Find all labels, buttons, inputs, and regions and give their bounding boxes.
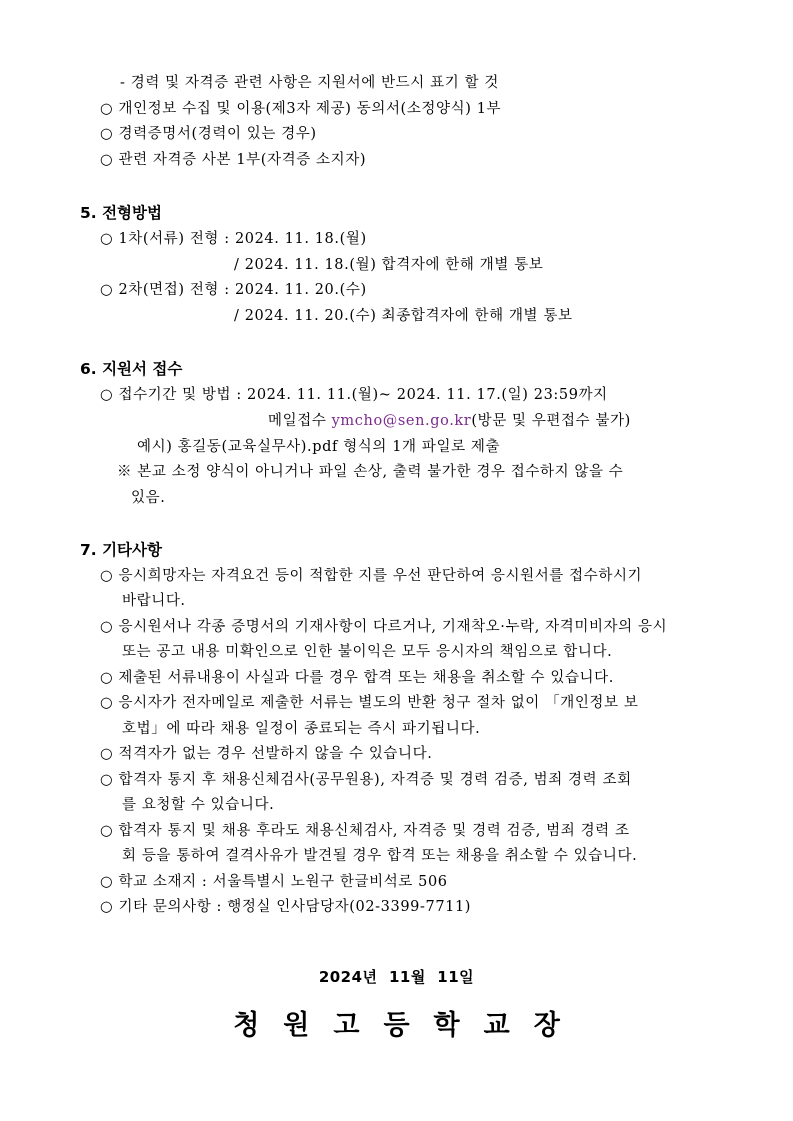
notice-line: ○ 합격자 통지 및 채용 후라도 채용신체검사, 자격증 및 경력 검증, 범죄 경력 조 xyxy=(100,823,630,839)
application-period: ○ 접수기간 및 방법 : 2024. 11. 11.(월)~ 2024. 11. 17.(일) 23:59까지 xyxy=(100,387,608,403)
application-email-line xyxy=(268,411,631,431)
notice-line: ○ 응시자가 전자메일로 제출한 서류는 별도의 반환 청구 절차 없이 「개인정보 보 xyxy=(100,695,639,711)
contact-info: ○ 기타 문의사항 : 행정실 인사담당자(02-3399-7711) xyxy=(100,899,472,915)
screening-stage1: ○ 1차(서류) 전형 : 2024. 11. 18.(월) xyxy=(100,231,367,247)
screening-stage1-notice: / 2024. 11. 18.(월) 합격자에 한해 개별 통보 xyxy=(234,257,544,273)
notice-line: ○ 합격자 통지 후 채용신체검사(공무원용), 자격증 및 경력 검증, 범죄 경력 조회 xyxy=(100,772,632,788)
notice-line: ○ 응시희망자는 자격요건 등이 적합한 지를 우선 판단하여 응시원서를 접수하시기 xyxy=(100,568,643,584)
notice-line: ○ 적격자가 없는 경우 선발하지 않을 수 있습니다. xyxy=(100,746,433,762)
notice-line: 회 등을 통하여 결격사유가 발견될 경우 합격 또는 채용을 취소할 수 있습니다. xyxy=(122,848,638,864)
intro-item: ○ 경력증명서(경력이 있는 경우) xyxy=(100,126,317,142)
principal-signature: 청원고등학교장 xyxy=(233,1010,584,1041)
notice-line: 또는 공고 내용 미확인으로 인한 불이익은 모두 응시자의 책임으로 합니다. xyxy=(122,644,613,660)
intro-item: ○ 관련 자격증 사본 1부(자격증 소지자) xyxy=(100,152,367,168)
filename-example: 예시) 홍길동(교육실무사).pdf 형식의 1개 파일로 제출 xyxy=(137,439,501,455)
notice-line: 호법」에 따라 채용 일정이 종료되는 즉시 파기됩니다. xyxy=(122,721,481,737)
intro-item: ○ 개인정보 수집 및 이용(제3자 제공) 동의서(소정양식) 1부 xyxy=(100,101,502,117)
notice-line: ○ 제출된 서류내용이 사실과 다를 경우 합격 또는 채용을 취소할 수 있습니다. xyxy=(100,670,614,686)
email-link[interactable]: ymcho@sen.go.kr xyxy=(331,413,472,429)
school-address: ○ 학교 소재지 : 서울특별시 노원구 한글비석로 506 xyxy=(100,874,448,890)
screening-stage2: ○ 2차(면접) 전형 : 2024. 11. 20.(수) xyxy=(100,282,367,298)
email-prefix: 메일접수 xyxy=(268,413,332,429)
notice-line: ○ 응시원서나 각종 증명서의 기재사항이 다르거나, 기재착오·누락, 자격미비자의 응시 xyxy=(100,619,668,635)
email-suffix: (방문 및 우편접수 불가) xyxy=(471,413,631,429)
intro-note: - 경력 및 자격증 관련 사항은 지원서에 반드시 표기 할 것 xyxy=(120,75,499,91)
format-warning: ※ 본교 소정 양식이 아니거나 파일 손상, 출력 불가한 경우 접수하지 않을 수 xyxy=(117,464,624,480)
format-warning-cont: 있음. xyxy=(131,490,166,506)
announcement-date: 2024년 11월 11일 xyxy=(318,968,475,986)
notice-line: 바랍니다. xyxy=(122,593,186,609)
notice-line: 를 요청할 수 있습니다. xyxy=(122,797,275,813)
section5-heading: 5. 전형방법 xyxy=(80,204,162,222)
screening-stage2-notice: / 2024. 11. 20.(수) 최종합격자에 한해 개별 통보 xyxy=(234,308,573,324)
section7-heading: 7. 기타사항 xyxy=(80,541,162,559)
section6-heading: 6. 지원서 접수 xyxy=(80,360,183,378)
